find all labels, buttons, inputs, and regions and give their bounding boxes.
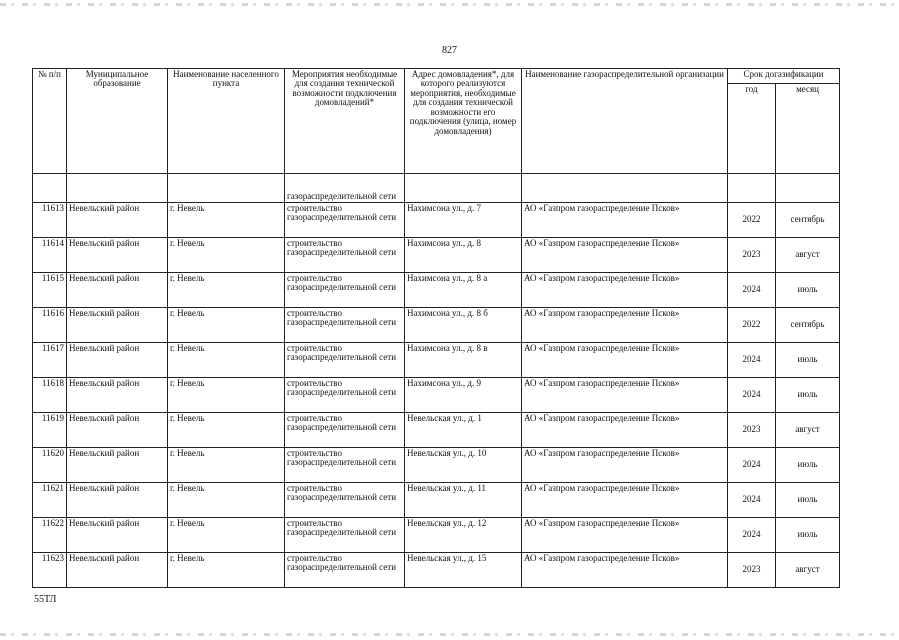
row-address: Невельская ул., д. 15	[405, 553, 522, 588]
row-measure: строительство газораспределительной сети	[285, 448, 405, 483]
row-address: Невельская ул., д. 10	[405, 448, 522, 483]
row-org: АО «Газпром газораспределение Псков»	[522, 308, 728, 343]
row-org: АО «Газпром газораспределение Псков»	[522, 343, 728, 378]
header-num: № п/п	[33, 69, 67, 174]
row-year: 2023	[728, 553, 776, 588]
row-month: август	[776, 413, 840, 448]
row-address: Нахимсона ул., д. 8 в	[405, 343, 522, 378]
row-settlement: г. Невель	[168, 273, 285, 308]
row-municipality: Невельский район	[67, 553, 168, 588]
row-month: июль	[776, 273, 840, 308]
row-month: сентябрь	[776, 308, 840, 343]
row-year: 2024	[728, 343, 776, 378]
table-row	[33, 343, 840, 378]
header-municipality: Муниципальное образование	[67, 69, 168, 174]
row-measure: строительство газораспределительной сети	[285, 483, 405, 518]
row-settlement: г. Невель	[168, 378, 285, 413]
row-num: 11618	[33, 378, 67, 413]
row-month: июль	[776, 518, 840, 553]
row-measure: строительство газораспределительной сети	[285, 238, 405, 273]
row-address: Невельская ул., д. 11	[405, 483, 522, 518]
row-measure: строительство газораспределительной сети	[285, 518, 405, 553]
row-settlement: г. Невель	[168, 448, 285, 483]
row-month: сентябрь	[776, 203, 840, 238]
header-measures: Мероприятия необходимые для создания технической возможности подключения домовладений*	[285, 69, 405, 174]
gasification-table	[32, 68, 840, 588]
scan-edge-top	[0, 3, 899, 6]
row-org: АО «Газпром газораспределение Псков»	[522, 448, 728, 483]
page-number: 827	[442, 45, 457, 56]
row-settlement: г. Невель	[168, 343, 285, 378]
table-body	[33, 174, 840, 588]
row-address: Невельская ул., д. 12	[405, 518, 522, 553]
row-org: АО «Газпром газораспределение Псков»	[522, 553, 728, 588]
row-year: 2024	[728, 518, 776, 553]
row-municipality: Невельский район	[67, 238, 168, 273]
row-municipality: Невельский район	[67, 203, 168, 238]
row-measure: строительство газораспределительной сети	[285, 378, 405, 413]
row-municipality: Невельский район	[67, 273, 168, 308]
row-year: 2023	[728, 238, 776, 273]
row-num: 11613	[33, 203, 67, 238]
row-year: 2024	[728, 448, 776, 483]
row-month: август	[776, 553, 840, 588]
continuation-row	[33, 174, 840, 203]
row-address: Нахимсона ул., д. 8 б	[405, 308, 522, 343]
row-org: АО «Газпром газораспределение Псков»	[522, 378, 728, 413]
table-header	[33, 69, 840, 174]
row-org: АО «Газпром газораспределение Псков»	[522, 273, 728, 308]
row-num: 11621	[33, 483, 67, 518]
row-org: АО «Газпром газораспределение Псков»	[522, 203, 728, 238]
row-measure: строительство газораспределительной сети	[285, 203, 405, 238]
header-deadline: Срок догазификации	[728, 69, 840, 84]
row-settlement: г. Невель	[168, 203, 285, 238]
row-month: июль	[776, 483, 840, 518]
row-measure: строительство газораспределительной сети	[285, 553, 405, 588]
row-settlement: г. Невель	[168, 413, 285, 448]
row-num: 11615	[33, 273, 67, 308]
row-num: 11616	[33, 308, 67, 343]
row-year: 2024	[728, 378, 776, 413]
row-municipality: Невельский район	[67, 308, 168, 343]
table-row	[33, 203, 840, 238]
header-settlement: Наименование населенного пункта	[168, 69, 285, 174]
row-org: АО «Газпром газораспределение Псков»	[522, 413, 728, 448]
row-settlement: г. Невель	[168, 238, 285, 273]
table-row	[33, 448, 840, 483]
continuation-cell: газораспределительной сети	[285, 174, 405, 203]
row-num: 11619	[33, 413, 67, 448]
row-municipality: Невельский район	[67, 343, 168, 378]
row-month: июль	[776, 448, 840, 483]
row-org: АО «Газпром газораспределение Псков»	[522, 238, 728, 273]
row-org: АО «Газпром газораспределение Псков»	[522, 518, 728, 553]
row-month: июль	[776, 378, 840, 413]
row-measure: строительство газораспределительной сети	[285, 413, 405, 448]
row-settlement: г. Невель	[168, 553, 285, 588]
table-row	[33, 553, 840, 588]
table-row	[33, 483, 840, 518]
row-settlement: г. Невель	[168, 518, 285, 553]
row-address: Нахимсона ул., д. 7	[405, 203, 522, 238]
row-year: 2023	[728, 413, 776, 448]
row-municipality: Невельский район	[67, 518, 168, 553]
row-address: Нахимсона ул., д. 8 а	[405, 273, 522, 308]
row-measure: строительство газораспределительной сети	[285, 343, 405, 378]
scan-edge-bottom	[0, 633, 899, 636]
row-address: Нахимсона ул., д. 8	[405, 238, 522, 273]
footer-code: 55ТЛ	[34, 594, 57, 605]
row-org: АО «Газпром газораспределение Псков»	[522, 483, 728, 518]
row-num: 11620	[33, 448, 67, 483]
row-month: август	[776, 238, 840, 273]
row-address: Нахимсона ул., д. 9	[405, 378, 522, 413]
row-settlement: г. Невель	[168, 483, 285, 518]
row-num: 11623	[33, 553, 67, 588]
table-row	[33, 378, 840, 413]
row-municipality: Невельский район	[67, 378, 168, 413]
table-row	[33, 518, 840, 553]
header-address: Адрес домовладения*, для которого реализуются мероприятия, необходимые для создания технической возможности его подключения (улица, номер домовладения)	[405, 69, 522, 174]
row-year: 2022	[728, 308, 776, 343]
header-gas-org: Наименование газораспределительной организации	[522, 69, 728, 174]
row-year: 2024	[728, 273, 776, 308]
table-row	[33, 273, 840, 308]
table-row	[33, 308, 840, 343]
row-municipality: Невельский район	[67, 413, 168, 448]
row-address: Невельская ул., д. 1	[405, 413, 522, 448]
row-municipality: Невельский район	[67, 483, 168, 518]
row-num: 11614	[33, 238, 67, 273]
table-row	[33, 413, 840, 448]
row-measure: строительство газораспределительной сети	[285, 273, 405, 308]
row-municipality: Невельский район	[67, 448, 168, 483]
header-year: год	[728, 84, 776, 174]
row-month: июль	[776, 343, 840, 378]
row-measure: строительство газораспределительной сети	[285, 308, 405, 343]
row-year: 2024	[728, 483, 776, 518]
header-month: месяц	[776, 84, 840, 174]
row-num: 11617	[33, 343, 67, 378]
table-row	[33, 238, 840, 273]
row-year: 2022	[728, 203, 776, 238]
row-settlement: г. Невель	[168, 308, 285, 343]
row-num: 11622	[33, 518, 67, 553]
